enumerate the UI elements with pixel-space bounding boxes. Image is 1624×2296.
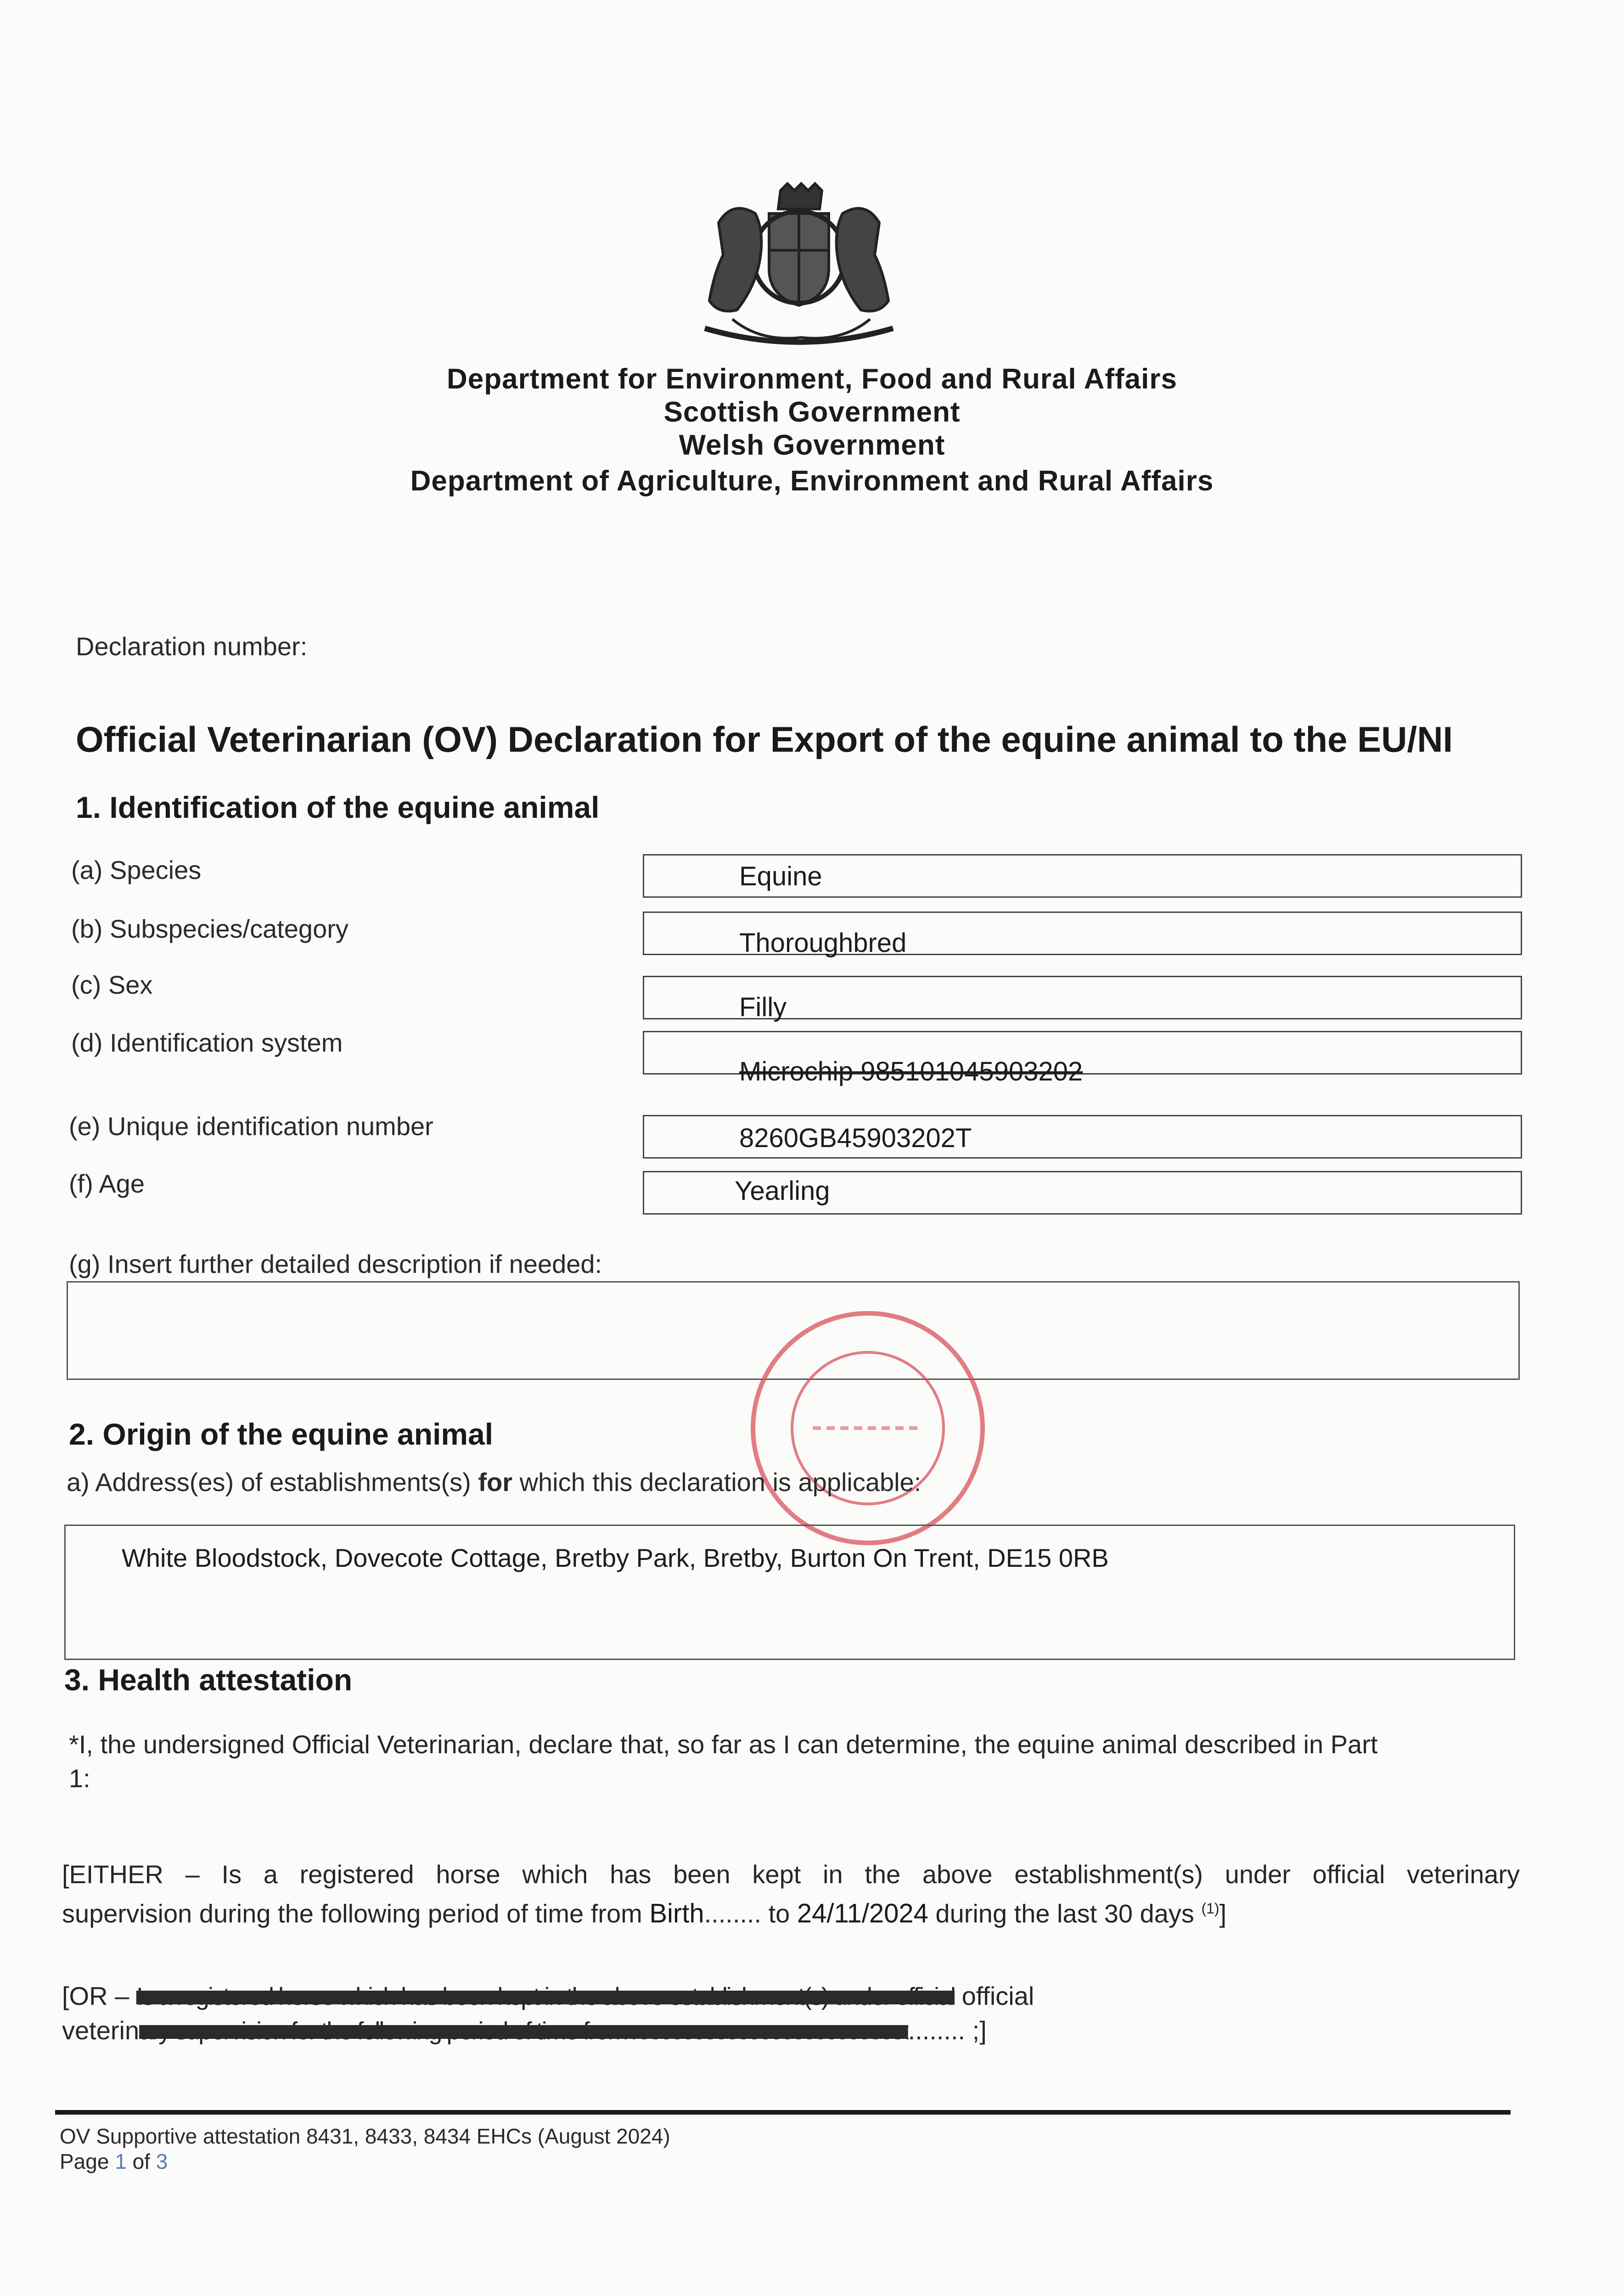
footer-rule bbox=[55, 2110, 1511, 2115]
section-1-heading: 1. Identification of the equine animal bbox=[76, 790, 600, 824]
section-3-heading: 3. Health attestation bbox=[64, 1663, 353, 1697]
address-label: a) Address(es) of establishments(s) for which this declaration is applicable: bbox=[67, 1468, 922, 1497]
further-description-label: (g) Insert further detailed description if needed: bbox=[69, 1249, 602, 1278]
royal-coat-of-arms-icon bbox=[691, 181, 907, 356]
either-clause: [EITHER – Is a registered horse which has been kept in the above establishment(s) under official veterinary supervision during the following period of time from Birth........ to 24/11/2024 during the last 30 days $^{(1)}$] bbox=[62, 1860, 1520, 1929]
unique-id-value: 8260GB45903202T bbox=[739, 1123, 972, 1153]
species-label: (a) Species bbox=[71, 855, 202, 884]
attestation-intro: *I, the undersigned Official Veterinarian, declare that, so far as I can determine, the equine animal described in Part 1: bbox=[69, 1730, 1378, 1793]
age-value: Yearling bbox=[735, 1176, 830, 1206]
header-line-4: Department of Agriculture, Environment and Rural Affairs bbox=[410, 465, 1214, 497]
footer-page-number: Page 1 of 3 bbox=[60, 2150, 168, 2173]
header-line-3: Welsh Government bbox=[679, 429, 945, 461]
official-stamp-icon bbox=[739, 1300, 996, 1557]
declaration-number-label: Declaration number: bbox=[76, 632, 308, 661]
unique-id-label: (e) Unique identification number bbox=[69, 1112, 433, 1141]
identification-system-value: Microchip 985101045903202 bbox=[739, 1057, 1083, 1086]
or-clause: [OR – Is a registered horse which has been kept in the above establishment(s) under official official veterinary supervision for the following period of time from xxxxxxxxxxxxxxxxxxxxxxxxx........ ;] bbox=[62, 1981, 1034, 2045]
subspecies-value: Thoroughbred bbox=[739, 928, 907, 958]
sex-label: (c) Sex bbox=[71, 970, 153, 999]
species-value: Equine bbox=[739, 861, 822, 891]
header-line-2: Scottish Government bbox=[663, 396, 961, 428]
section-2-heading: 2. Origin of the equine animal bbox=[69, 1417, 494, 1451]
identification-system-label: (d) Identification system bbox=[71, 1028, 343, 1057]
address-value: White Bloodstock, Dovecote Cottage, Bretby Park, Bretby, Burton On Trent, DE15 0RB bbox=[122, 1543, 1109, 1572]
header-line-1: Department for Environment, Food and Rural Affairs bbox=[447, 363, 1177, 395]
subspecies-label: (b) Subspecies/category bbox=[71, 914, 348, 943]
sex-value: Filly bbox=[739, 992, 787, 1022]
footer-attestation-ref: OV Supportive attestation 8431, 8433, 8434 EHCs (August 2024) bbox=[60, 2124, 670, 2148]
document-title: Official Veterinarian (OV) Declaration for Export of the equine animal to the EU/NI bbox=[76, 719, 1453, 760]
age-label: (f) Age bbox=[69, 1169, 145, 1198]
